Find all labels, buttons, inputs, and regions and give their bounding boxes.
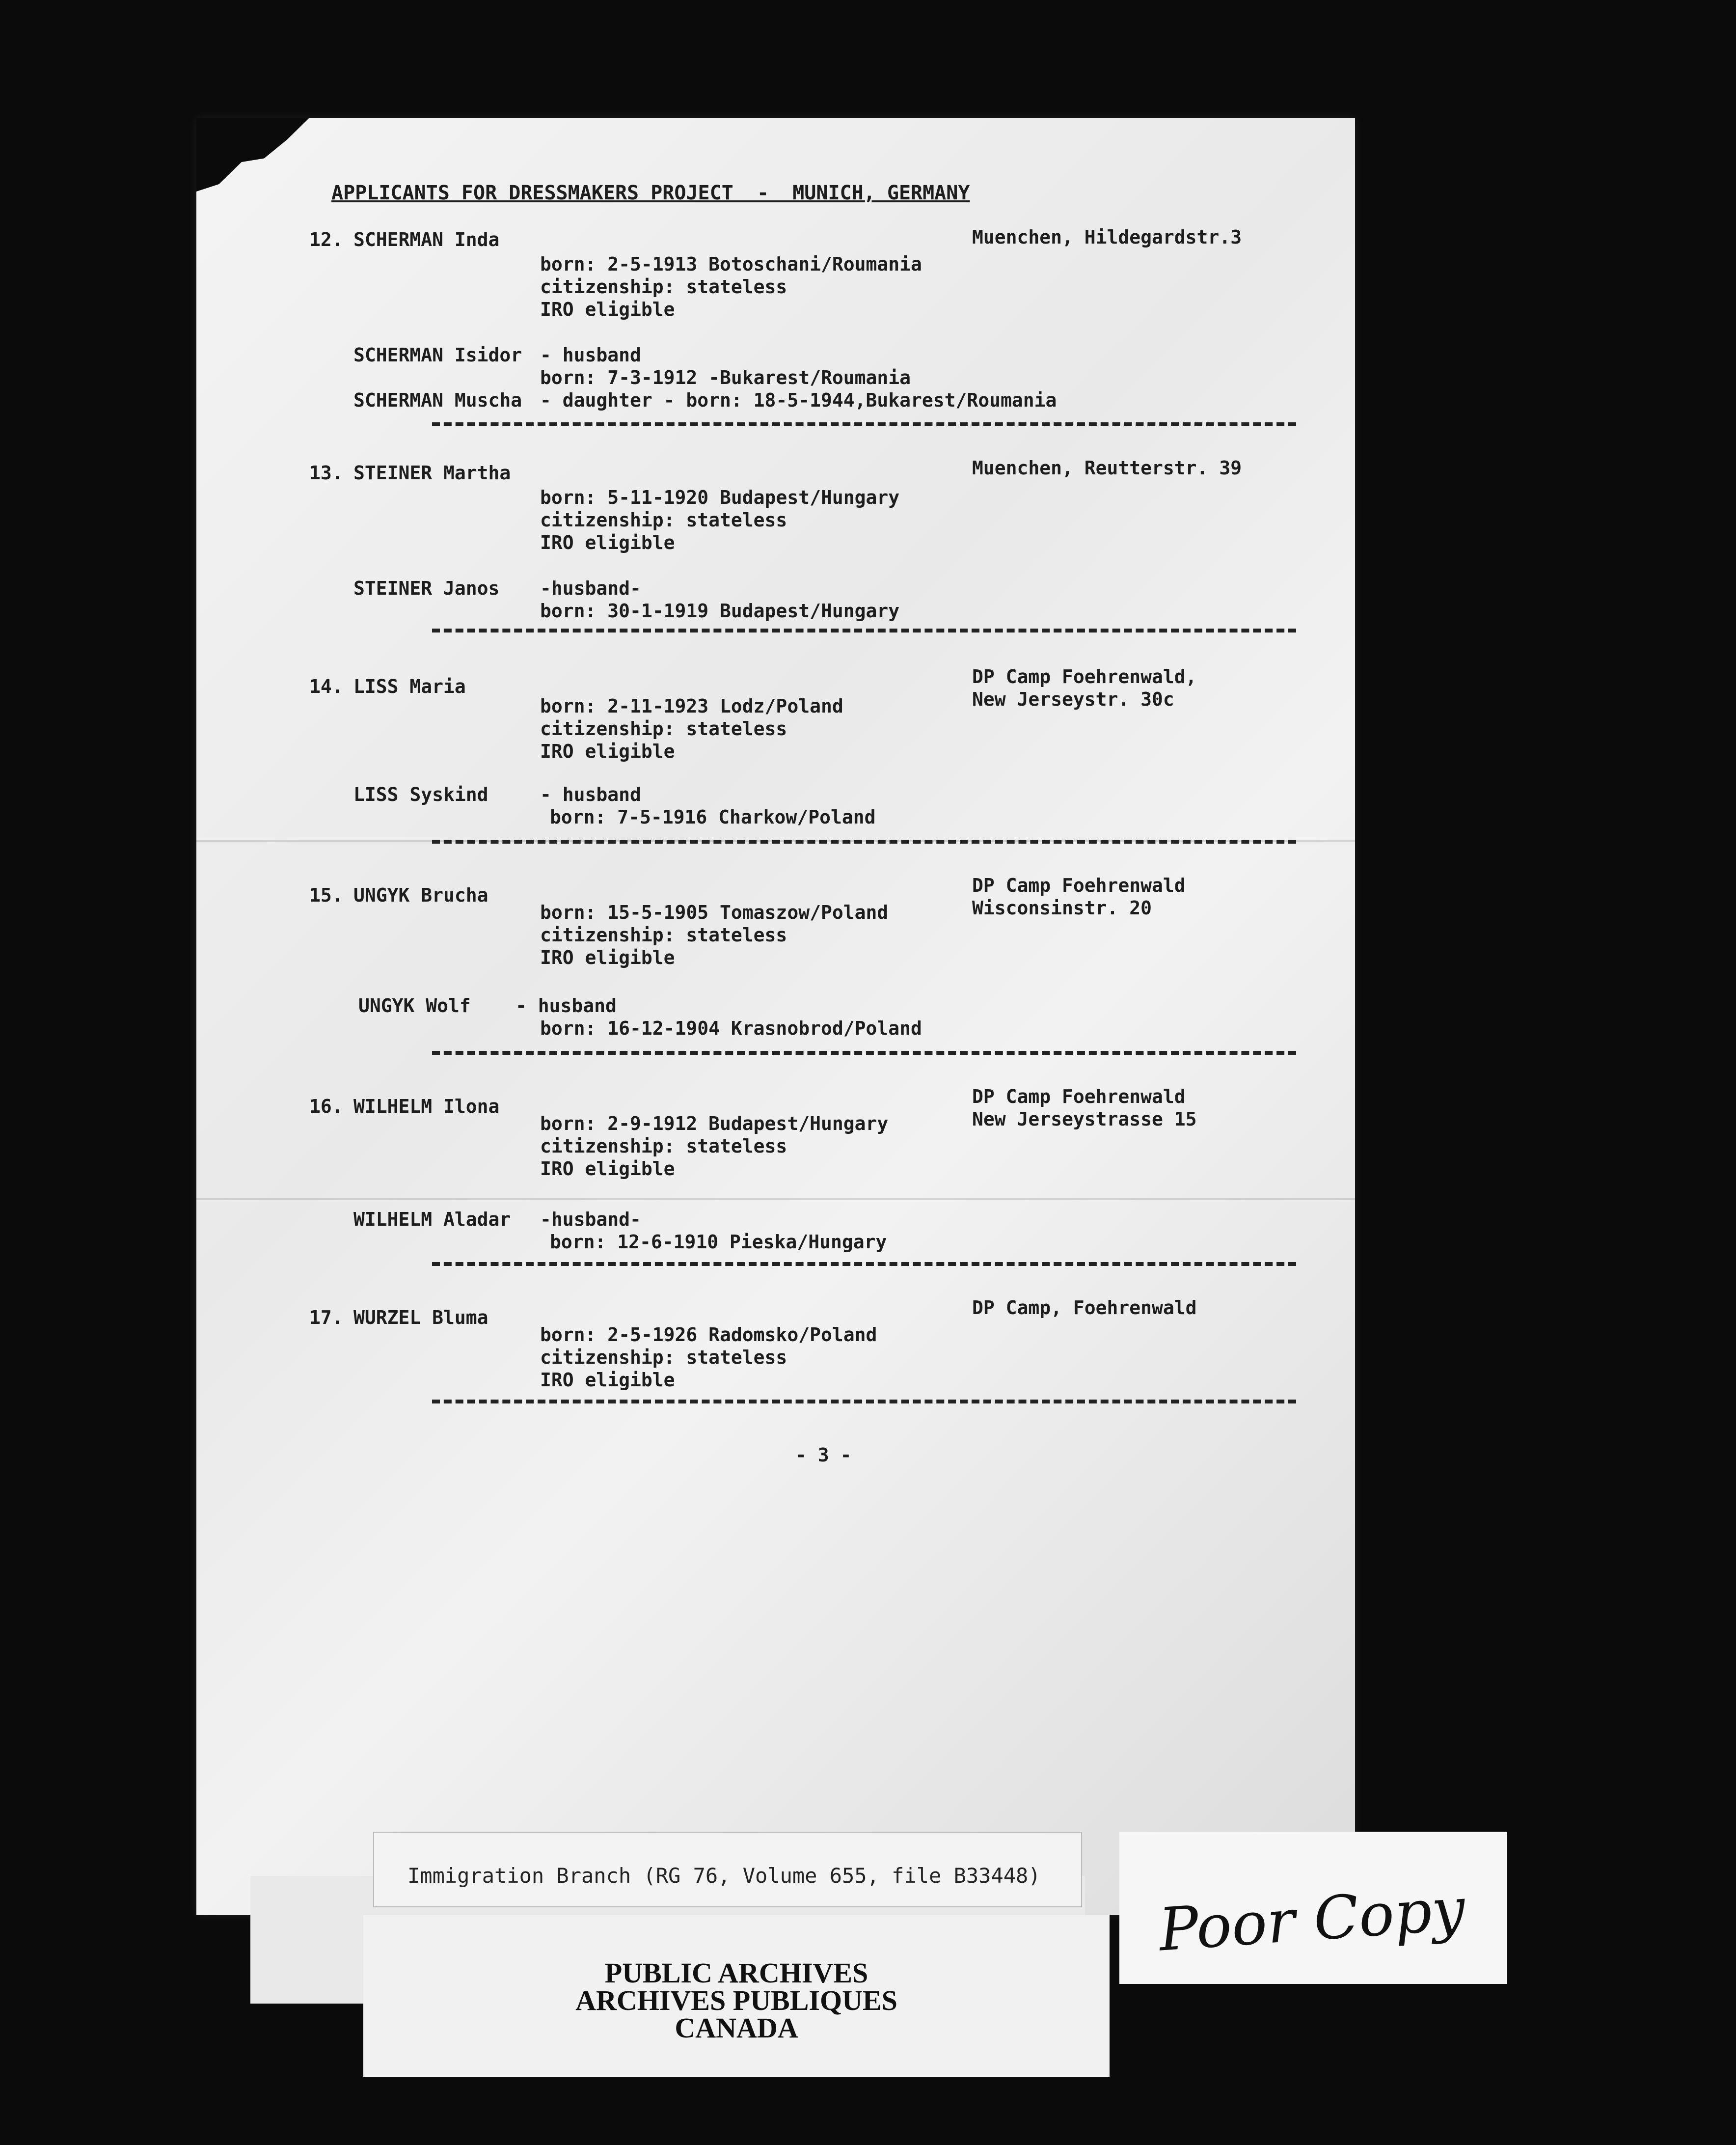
- entry-number: 14.: [309, 676, 343, 697]
- applicant-address: New Jerseystrasse 15: [972, 1108, 1197, 1130]
- birth-detail: born: 2-5-1913 Botoschani/Roumania: [540, 253, 922, 275]
- separator-line: [432, 1262, 1296, 1266]
- applicant-address: DP Camp Foehrenwald: [972, 875, 1186, 896]
- applicant-name: WURZEL Bluma: [353, 1307, 488, 1328]
- entry-number: 17.: [309, 1307, 343, 1328]
- birth-detail: born: 2-9-1912 Budapest/Hungary: [540, 1113, 889, 1134]
- family-member-relation: -husband-: [540, 578, 641, 599]
- handwritten-note: Poor Copy: [1156, 1875, 1467, 1965]
- applicant-address: New Jerseystr. 30c: [972, 688, 1174, 710]
- applicant-address: DP Camp Foehrenwald: [972, 1086, 1186, 1107]
- page-number: - 3 -: [795, 1444, 852, 1466]
- family-member-relation: - husband: [540, 784, 641, 805]
- stamp-line: ARCHIVES PUBLIQUES: [575, 1984, 897, 2016]
- family-member-birth: born: 7-5-1916 Charkow/Poland: [550, 806, 876, 828]
- archive-reference: Immigration Branch (RG 76, Volume 655, file B33448): [407, 1864, 1041, 1888]
- eligibility-detail: IRO eligible: [540, 947, 675, 968]
- applicant-name: WILHELM Ilona: [353, 1096, 500, 1117]
- family-member-name: WILHELM Aladar: [353, 1209, 511, 1230]
- citizenship-detail: citizenship: stateless: [540, 276, 787, 298]
- citizenship-detail: citizenship: stateless: [540, 1135, 787, 1157]
- applicant-address: Muenchen, Hildegardstr.3: [972, 226, 1242, 248]
- citizenship-detail: citizenship: stateless: [540, 509, 787, 531]
- entry-number: 15.: [309, 884, 343, 906]
- applicant-address: DP Camp, Foehrenwald: [972, 1297, 1197, 1319]
- family-member-birth: born: 16-12-1904 Krasnobrod/Poland: [540, 1018, 922, 1039]
- stamp-line: CANADA: [675, 2012, 798, 2044]
- applicant-name: LISS Maria: [353, 676, 466, 697]
- torn-corner: [196, 118, 309, 192]
- family-member-birth: born: 12-6-1910 Pieska/Hungary: [550, 1231, 887, 1253]
- family-member-name: UNGYK Wolf: [358, 995, 471, 1017]
- birth-detail: born: 15-5-1905 Tomaszow/Poland: [540, 902, 889, 923]
- applicant-name: STEINER Martha: [353, 462, 511, 484]
- family-member-name: LISS Syskind: [353, 784, 488, 805]
- eligibility-detail: IRO eligible: [540, 1369, 675, 1391]
- applicant-address: Wisconsinstr. 20: [972, 897, 1152, 919]
- separator-line: [432, 1051, 1296, 1055]
- separator-line: [432, 422, 1296, 426]
- eligibility-detail: IRO eligible: [540, 299, 675, 320]
- family-member-relation: -husband-: [540, 1209, 641, 1230]
- family-member-relation: - daughter - born: 18-5-1944,Bukarest/Roumania: [540, 389, 1057, 411]
- entry-number: 16.: [309, 1096, 343, 1117]
- family-member-relation: - husband: [515, 995, 617, 1017]
- document-page: [196, 118, 1355, 1915]
- citizenship-detail: citizenship: stateless: [540, 924, 787, 946]
- applicant-name: SCHERMAN Inda: [353, 229, 500, 250]
- fold-line: [196, 1198, 1355, 1200]
- document-heading: APPLICANTS FOR DRESSMAKERS PROJECT - MUNICH, GERMANY: [331, 182, 970, 204]
- applicant-address: Muenchen, Reutterstr. 39: [972, 457, 1242, 479]
- citizenship-detail: citizenship: stateless: [540, 1347, 787, 1368]
- entry-number: 13.: [309, 462, 343, 484]
- family-member-birth: born: 7-3-1912 -Bukarest/Roumania: [540, 367, 911, 388]
- eligibility-detail: IRO eligible: [540, 1158, 675, 1180]
- birth-detail: born: 5-11-1920 Budapest/Hungary: [540, 487, 900, 508]
- separator-line: [432, 629, 1296, 632]
- archive-stamp: [491, 1959, 982, 2042]
- applicant-address: DP Camp Foehrenwald,: [972, 666, 1197, 688]
- applicant-name: UNGYK Brucha: [353, 884, 488, 906]
- birth-detail: born: 2-11-1923 Lodz/Poland: [540, 695, 843, 717]
- family-member-name: SCHERMAN Muscha: [353, 389, 522, 411]
- entry-number: 12.: [309, 229, 343, 250]
- birth-detail: born: 2-5-1926 Radomsko/Poland: [540, 1324, 877, 1346]
- eligibility-detail: IRO eligible: [540, 741, 675, 762]
- separator-line: [432, 840, 1296, 844]
- stamp-line: PUBLIC ARCHIVES: [604, 1957, 868, 1989]
- family-member-relation: - husband: [540, 344, 641, 366]
- eligibility-detail: IRO eligible: [540, 532, 675, 553]
- citizenship-detail: citizenship: stateless: [540, 718, 787, 740]
- family-member-name: SCHERMAN Isidor: [353, 344, 522, 366]
- separator-line: [432, 1400, 1296, 1403]
- family-member-name: STEINER Janos: [353, 578, 500, 599]
- family-member-birth: born: 30-1-1919 Budapest/Hungary: [540, 600, 900, 622]
